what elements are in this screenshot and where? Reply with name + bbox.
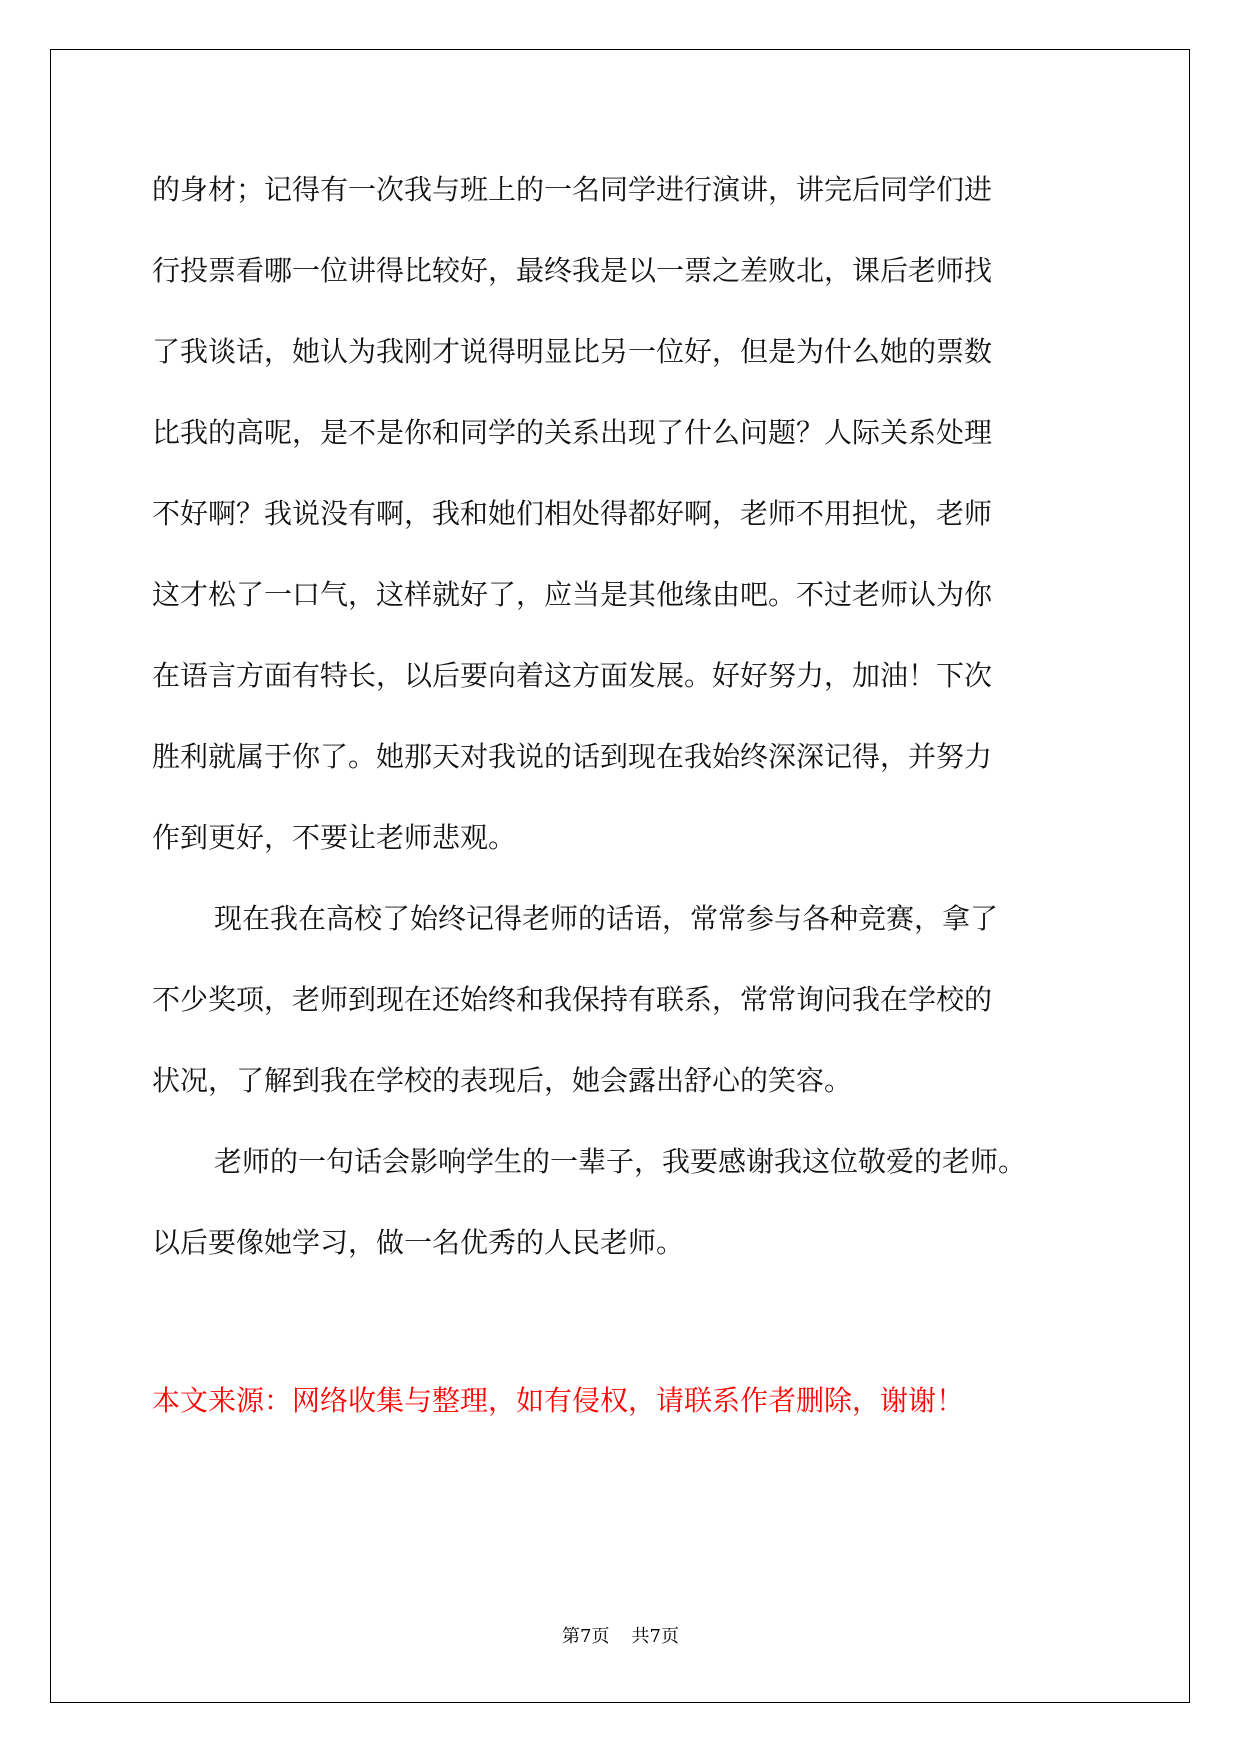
page-number-total: 共7页 bbox=[631, 1626, 679, 1647]
text-line: 作到更好，不要让老师悲观。 bbox=[152, 821, 517, 854]
text-line: 胜利就属于你了。她那天对我说的话到现在我始终深深记得，并努力 bbox=[152, 740, 993, 773]
text-line: 不好啊？我说没有啊，我和她们相处得都好啊，老师不用担忧，老师 bbox=[152, 497, 993, 530]
text-line: 在语言方面有特长，以后要向着这方面发展。好好努力，加油！下次 bbox=[152, 659, 993, 692]
page-number-current: 第7页 bbox=[562, 1626, 610, 1647]
paragraph-start-line: 老师的一句话会影响学生的一辈子，我要感谢我这位敬爱的老师。 bbox=[214, 1145, 1027, 1178]
text-line: 以后要像她学习，做一名优秀的人民老师。 bbox=[152, 1226, 685, 1259]
page-footer bbox=[0, 1625, 1241, 1649]
text-line: 这才松了一口气，这样就好了，应当是其他缘由吧。不过老师认为你 bbox=[152, 578, 993, 611]
text-line: 状况，了解到我在学校的表现后，她会露出舒心的笑容。 bbox=[152, 1064, 853, 1097]
text-line: 的身材；记得有一次我与班上的一名同学进行演讲，讲完后同学们进 bbox=[152, 173, 993, 206]
paragraph-start-line: 现在我在高校了始终记得老师的话语，常常参与各种竞赛，拿了 bbox=[214, 902, 999, 935]
text-line: 了我谈话，她认为我刚才说得明显比另一位好，但是为什么她的票数 bbox=[152, 335, 993, 368]
text-line: 不少奖项，老师到现在还始终和我保持有联系，常常询问我在学校的 bbox=[152, 983, 993, 1016]
body-text bbox=[152, 162, 1112, 1296]
text-line: 比我的高呢，是不是你和同学的关系出现了什么问题？人际关系处理 bbox=[152, 416, 993, 449]
source-note: 本文来源：网络收集与整理，如有侵权，请联系作者删除，谢谢！ bbox=[152, 1384, 965, 1417]
text-line: 行投票看哪一位讲得比较好，最终我是以一票之差败北，课后老师找 bbox=[152, 254, 993, 287]
